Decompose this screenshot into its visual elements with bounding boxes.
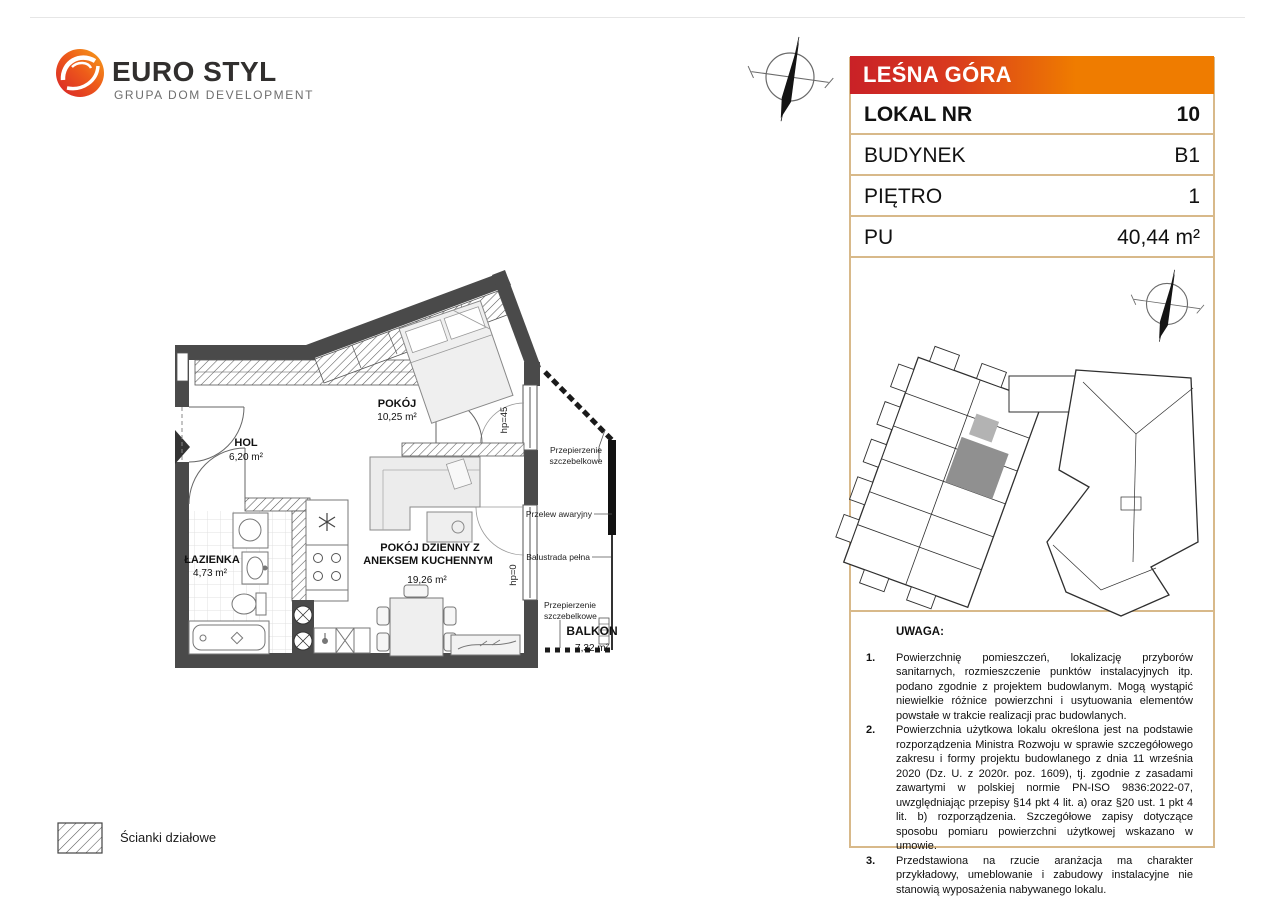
coffee-table	[427, 512, 472, 542]
project-title: LEŚNA GÓRA	[863, 62, 1012, 87]
room-label-living-2: ANEKSEM KUCHENNYM	[363, 555, 493, 567]
toilet	[232, 593, 266, 615]
note-text: Powierzchnię pomieszczeń, lokalizację przyborów sanitarnych, rozmieszczenie punktów instalacyjnych itp. podano zgodnie z projektem budowlanym. Mogą wystąpić niewielkie różnice powierzchni i usytuowania elementów powstałe w trakcie realizacji prac budowlanych.	[896, 651, 1193, 722]
info-value: B1	[1174, 144, 1200, 167]
bathtub	[189, 621, 269, 654]
top-hairline-divider	[30, 17, 1245, 18]
installation-shaft	[292, 600, 314, 653]
project-title-bar	[850, 56, 1214, 94]
legend-swatch-partition-hatch	[57, 822, 103, 854]
notes-title: UWAGA:	[896, 626, 944, 638]
info-row-pu	[851, 217, 1213, 258]
info-label: LOKAL NR	[864, 103, 973, 126]
north-compass-icon	[748, 30, 832, 124]
room-label-hol: HOL	[234, 437, 258, 449]
note-text: Przedstawiona na rzucie aranżacja ma charakter przykładowy, umeblowanie i zabudowy instalacyjne nie stanowią wyposażenia nabywanego lokalu.	[896, 854, 1193, 896]
annotation-przelew: Przelew awaryjny	[525, 509, 592, 519]
area-label-balkon: 7,32 m²	[575, 643, 609, 654]
building-right-wing	[1047, 370, 1198, 616]
area-label-living: 19,26 m²	[407, 575, 447, 586]
eurostyl-logo-icon	[50, 44, 110, 104]
info-label: PIĘTRO	[864, 185, 943, 208]
north-compass-icon-small	[1129, 262, 1205, 346]
info-panel	[849, 57, 1215, 896]
floor-plan	[150, 255, 660, 685]
area-label-lazienka: 4,73 m²	[193, 568, 227, 579]
washbasin	[242, 552, 268, 584]
note-text: Powierzchnia użytkowa lokalu określona jest na podstawie rozporządzenia Ministra Rozwoju w sprawie szczegółowego zakresu i formy projektu budowlanego z dnia 11 września 2020 (Dz. U. z 2020r. poz. 1609), tj. zgodnie z zasadami zawartymi w polskiej normie PN-ISO 9836:2022-07, uwzględniając przepisy §14 pkt 4 lit. a) oraz §20 ust. 1 pkt 4 lit. b) rozporządzenia. Szczegółowe zapisy dotyczące sposobu pomiaru powierzchni użytkowej wskazano w umowie.	[896, 724, 1193, 852]
info-label: BUDYNEK	[864, 144, 966, 167]
mini-site-plan	[861, 354, 1206, 602]
annotation-bottom-2: szczebelkowe	[544, 611, 597, 621]
info-row-budynek	[851, 135, 1213, 176]
annotation-balustrada: Balustrada pełna	[526, 552, 590, 562]
info-label: PU	[864, 226, 894, 249]
area-label-hol: 6,20 m²	[229, 452, 263, 463]
window-label-hp45: hp=45	[499, 406, 510, 434]
location-plan-cell	[851, 258, 1213, 612]
room-label-living-1: POKÓJ DZIENNY Z	[380, 542, 480, 554]
sideboard	[451, 635, 520, 655]
note-number: 1.	[866, 651, 876, 664]
note-number: 3.	[866, 854, 876, 867]
room-label-balkon: BALKON	[566, 624, 618, 638]
window-label-hp0: hp=0	[508, 564, 519, 586]
annotation-top-1: Przepierzenie	[550, 445, 602, 455]
notes-box	[851, 612, 1213, 896]
annotation-top-2: szczebelkowe	[549, 456, 603, 466]
note-item	[863, 723, 1193, 854]
note-item	[863, 854, 1193, 898]
note-number: 2.	[866, 724, 876, 736]
info-value: 1	[1188, 185, 1200, 208]
area-label-pokoj: 10,25 m²	[377, 412, 417, 423]
kitchen-counter	[306, 500, 348, 601]
legend-label: Ścianki działowe	[120, 830, 217, 845]
washing-machine	[233, 513, 268, 548]
logo-title: EURO STYL	[112, 56, 277, 87]
hall-wardrobe	[195, 360, 425, 385]
note-item	[863, 651, 1193, 724]
logo-subtitle: GRUPA DOM DEVELOPMENT	[114, 88, 315, 102]
room-label-pokoj: POKÓJ	[377, 398, 417, 410]
annotation-bottom-1: Przepierzenie	[544, 600, 596, 610]
info-value: 10	[1176, 103, 1200, 126]
info-value: 40,44 m²	[1117, 226, 1200, 249]
room-label-lazienka: ŁAZIENKA	[184, 554, 240, 566]
mirror-symbol	[177, 353, 188, 381]
info-row-lokal	[851, 94, 1213, 135]
kitchen-sink-counter	[314, 628, 370, 653]
info-row-pietro	[851, 176, 1213, 217]
dining-table	[377, 585, 456, 656]
